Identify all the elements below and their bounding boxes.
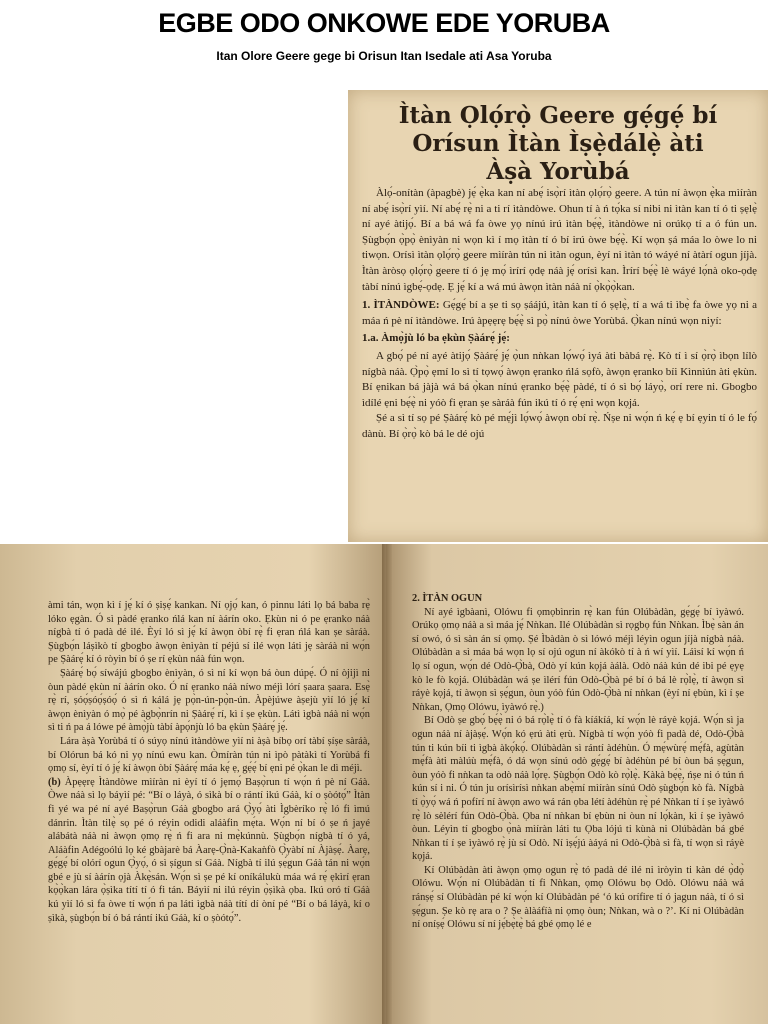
paragraph-b: Ṣé a sì tí sọ pé Ṣàárẹ́ kò pé mẹ́jì lọ́wọ́ àwọn obí rẹ̀. Ńṣe ni wọ́n ń kẹ́ ẹ bí ẹyin tí ó le fọ́ dànù. Bí ọ̀rọ̀ kò bá le dé ojú — [362, 412, 757, 440]
subsection-1a-label: 1.a. Àmọ̀jù ló ba ẹkùn Ṣàárẹ́ jẹ́: — [362, 332, 510, 345]
book-title-line-2: Orísun Ìtàn Ìṣẹ̀dálẹ̀ àti — [412, 130, 704, 157]
document-title: EGBE ODO ONKOWE EDE YORUBA — [158, 8, 610, 38]
book-page-body — [362, 186, 757, 443]
item-b-label: (b) — [48, 776, 61, 788]
section-1-heading — [362, 298, 757, 329]
book-page-right — [386, 544, 768, 1024]
book-gutter-shadow — [382, 544, 392, 1024]
blank-area — [0, 70, 346, 542]
left-paragraph-4 — [48, 776, 370, 926]
right-page-body — [412, 592, 744, 932]
book-title-line-1: Ìtàn Ọlọ́rọ̀ Geere gẹ́gẹ́ bí — [398, 102, 718, 129]
book-chapter-title — [348, 102, 768, 186]
book-page-left — [0, 544, 386, 1024]
paragraph-a: A gbọ́ pé ní ayé àtijọ́ Ṣàárẹ́ jẹ́ ọ̀un nǹkan lọ́wọ́ ìyá àti bàbá rẹ̀. Kò tí ì sí ọ̀rọ̀ ìbọn lílò nígbà náà. Ọ̀pọ̀ ẹmí lo sì tí tọwọ́ àwọn ẹranko ńlá sọfò, àwọn ẹranko bíi Kìnnìún àti ẹkùn. Bí ẹnikan bá jàjà wá bá ọ̀kan nínú ẹranko bẹ́ẹ̀ pàdé, tí ó sì bọ́ láyọ̀, orí rere ni. Gbogbo ìdílé ẹni bẹ́ẹ̀ ni yóò fi ẹran ṣe sàráà fún ikú tí ó rẹ́ ẹni wọn kọjá. — [362, 349, 757, 409]
right-paragraph-1: Ní ayé ìgbàanì, Olówu fi ọmọbìnrin rẹ̀ kan fún Olúbàdàn, gẹ́gẹ́ bí ìyàwó. Orúkọ ọmọ náà a sì máa jẹ́ Nǹkan. Ilé Olúbàdàn sì rọgbọ fún Nǹkan. Ìbẹ̀ sàn án sí owó, ó sì sàn án sí ọmọ. Ṣé Ìbàdàn ò sì lówó méjì léyìn ogun jíjà nígbà náà. Olúbàdàn a sì máa bá wọn lọ sí ojú ogun ní àkókò tí à ń wí yìí. Láìsí kí wọ́n ń lọ sí ogun, wọ́n dé Odò-Ọ̀bà, Odò yí kún kọjá àálà. Odò náà kún dé ibi pé ẹyẹ kò le fò kọjá. Olúbàdàn wá ṣe ìlérí fún Odò-Ọ̀bà pé bí ó bá lè rọ̀lẹ̀, tí àwọn sì ráyè kọjá, tí àwọn sì ṣẹ́gun, òun yóò fún Odò-Ọ̀bà ní nǹkan (èyí ní ẹbùn, kì í ṣe Nǹkan, Ọmọ Olówu, ìyàwó rẹ̀.) — [412, 606, 744, 713]
section-1-title: 1. ÌTÀNDÒWE: — [362, 299, 440, 312]
right-paragraph-3: Kí Olúbàdàn àti àwọn ọmọ ogun rẹ̀ tó padà dé ilé ni ìròyìn ti kàn dé ọ̀dọ̀ Olówu. Wọ́n ní Olúbàdàn tí fi Nǹkan, ọmọ Olówu bọ Odò. Olówu náà wá ránṣẹ́ sí Olúbàdàn pé kí wọ́n kí Olúbàdàn pé ‘ó kú orífire tí ó jagun náà, tí ó sì ṣẹ́gun. Ṣe kò rẹ ara o ? Ṣe àlàáfíà ni ọmọ òun; Nǹkan, wà o ?’. Kí ni Olúbàdàn ní oníṣẹ́ Olówu sí ní jẹ́bẹ̀tẹ̀ bá gbé ọmọ lé e — [412, 864, 744, 931]
intro-paragraph: Àlọ́-onítàn (àpagbè) jẹ́ ẹ̀ka kan ní abẹ́ isọ̀rí ìtàn ọlọ́rọ̀ geere. A tún ní àwọn ẹ̀ka mìíràn ní abẹ́ isọ̀rí yìí. Ní abẹ́ rẹ̀ ni a ti rí ìtàndòwe. Ohun tí à ń tọ́ka sí nibi ni ìtàn kan tí ó ti ṣẹlẹ̀ ní ayé àtijọ́. Bí a bá wá fa òwe yọ nínú irú ìtàn bẹ́ẹ̀, ìtàndòwe ni orúkọ tí a ó fún un. Ṣùgbọ́n ọ̀pọ̀ ènìyàn ni wọn kì í mọ ìtàn tí ó bí irú òwe bẹ́ẹ̀. Kí wọn ṣá máa lo òwe lo ni tiwọn. Orísì ìtàn ọlọ́rọ̀ geere mìíràn tún ni ìtàn ogun, èyí ni ìtàn tó wáyé ní àtàrí ogun jíjà. Ìtàn àròsọ ọlọ́rọ̀ geere tí ó jẹ mọ́ ìrírí ọdẹ náà jẹ́ orísì kan. Ìrírí bẹ́ẹ̀ lè wáyé lọ́nà oko-ọdẹ tàbí nínú ìgbẹ́-ọdẹ. Ẹ jẹ́ kí a wá mú àwọn ìtàn náà ní ọ̀kọ̀ọ̀kan. — [362, 187, 757, 293]
left-page-body — [48, 599, 370, 925]
left-paragraph-4-text: Àpẹẹrẹ Ìtàndòwe mìíràn ni èyí tí ó jẹmọ́ Baṣọ̀run tí wọ́n ń pè ní Gáà. Òwe náà sì lọ báyìí pé: “Bí o láyà, ó sìkà bí o rántí ikú Gáà, kí o ṣòótọ́” Ìtàn fi yé wa pé ní ayé Baṣọ̀run Gáà gbogbo ará Ọ̀yọ́ àti Ìgbèríko rẹ̀ ló fi ìmú dánrin. Ìtàn tilẹ̀ sọ pé ó réyin odidi aláàfin mẹ́ta. Wọ́n ní bí ó ṣe ń jayé alábátà náà ni àwọn ọmọ rẹ̀ ń fi ara ni mẹ̀kúnnù. Ṣùgbọ́n nígbà tí ó yá, Aláàfin Adégoólú lọ ké gbàjarè bá Àarẹ-Ọ̀nà-Kakaǹfò Ọ̀yàbí ní Àjàṣẹ́. Àarẹ, gẹ́gẹ́ bí olórí ogun Ọ̀yọ́, ó sì ṣígun sí Gáà. Nígbà tí ilú ṣẹ́gun Gáà tán ni wọ́n gbé e jù sí àárín ọjà Àkẹ̀sán. Wọ́n sì ṣe pé kí oníkálukù máa wá rẹ́ ẹkìrí ẹran kọ̀ọ̀kan lára ọ̀ṣìka títí tí ó fi tán. Báyìí ni ilú réyin ọ̀ṣìkà ọba. Ikú oró tí Gáà kú yìí ló sì fa òwe tí wọ́n ń pa láti ìgbà náà títí dí òní pé “Bí o bá láyà, kí o ṣìkà, ṣùgbọ́n bí ó bá rántí ikú Gáà, kí o ṣòótọ́”. — [48, 776, 370, 924]
section-1-text: Gẹ́gẹ́ bí a ṣe ti sọ ṣáájú, ìtàn kan tí ó ṣẹlẹ̀, tí a wá ti ìbẹ̀ fa òwe yọ ni a máa ń pè ní ìtàndòwe. Irú àpẹẹrẹ bẹ́ẹ̀ sì pọ̀ nínú òwe Yorùbá. Ọ̀kan nínú wọn niyí: — [362, 299, 758, 327]
left-paragraph-3: Lára àṣà Yorùbá tí ó súyọ nínú ìtàndòwe yìí ni àṣà bíbọ orí tàbí ṣíṣe sàráà, bí Olórun bá kó ni yọ nínú ewu kan. Òmíràn tún ni ìpò pàtàkì tí Yorùbá fi ọmọ sí, èyí tí ó jẹ́ kí àwọn òbí Ṣàárẹ́ máa kẹ́ ẹ, gẹ́ẹ́ bí ẹni pé ọ̀kan le dì méjì. — [48, 735, 370, 775]
document-subtitle: Itan Olore Geere gege bi Orisun Itan Isedale ati Asa Yoruba — [216, 49, 552, 63]
chapter-2-heading: 2. ÌTÀN OGUN — [412, 593, 483, 604]
book-title-line-3: Àṣà Yorùbá — [486, 158, 630, 185]
book-spread-scan — [0, 544, 768, 1024]
right-paragraph-2: Bí Odò ṣe gbọ́ bẹ́ẹ̀ ni ó bá rọ̀lẹ̀ tí ó fà kíákíá, kí wọ́n lè ráyè kọjá. Wọ́n sì ja ogun náà ní àjàṣẹ́. Wọ́n kó ẹrú àti ẹrù. Nígbà tí wọ́n yóò fi padà dé, Odò-Ọ̀bà tún ti kún bíi ti ìgbà àkọ́kọ́. Olúbàdàn sì rántí àdéhùn. Ó mẹ́wùrẹ́ mẹ́fà, agùtàn mẹ́fà àti màlúù mẹ́fà, ó dá wọn sínú odò gẹ́gẹ́ bí àdéhùn pé bí òun bá ṣẹ́gun, òun yóò fi nǹkan ta odò náà lọ́rẹ. Ṣùgbọ́n Odò kò rọ̀lẹ̀. Kàkà bẹ́ẹ̀, ńṣe ni ó tún ń kún sí i ni. Ó tún ju orísìrísì nǹkan abẹ̀mí mìíràn sínú Odò ṣùgbọ́n kò fà. Nígbà tí ọ̀yọ́ wá ń pofírí ní àwọn awo wá rán ọba létí àdéhùn rẹ̀ pé Nǹkan tí í ṣe ìyàwó rẹ̀ lò sèlérí fún Odò-Ọ̀bà. Ọba ní nǹkan bí ẹbùn ni òun ní lọ́kàn, kì í ṣe ìyàwó òun. Léyìn tí gbogbo ọ̀nà mìíràn láti tu Ọba lójú ti kùnà ni Olúbàdàn bá gbé Nǹkan tí í ṣe ìyàwó rẹ̀ jù sí Odò. Ní ìṣẹ́jú àáyá ni Odò-Ọ̀bà sì fà, tí wọn sì ráyè kọjá. — [412, 715, 744, 863]
book-page-scan-top — [348, 90, 768, 542]
left-paragraph-2: Ṣàárẹ́ bọ́ síwájú gbogbo ènìyàn, ó sì ní kí wọn bá òun dúpẹ́. Ó ní òjijì ni òun pàdé ẹkùn ní àárín oko. Ó ní ẹranko náà níwo méjì lórí ṣaara ṣaara. Esẹ̀ rẹ̀ rí, ṣóọ́ṣóọ́ṣóọ́ ó sì ń kálá jẹ pọ̀n-ún-pọ̀n-ún. Àpèjúwe àṣejù yìí ló jẹ́ kí àwọn ènìyàn ó mọ̀ pé àgbọ̀nrín ni Ṣàárẹ́ rí, kì í ṣe ẹkùn. Látì ìgbà náà ni wọ́n sì ti ń pa á lówe pé àmọ̀jù tàbí àpọ́njù ló ba ẹkùn Ṣàárẹ́ jẹ́. — [48, 667, 370, 734]
left-paragraph-1: àmi tán, wọn kì í jẹ́ kí ó ṣiṣẹ́ kankan. Ní ọjọ́ kan, ó pinnu láti lọ bá baba rẹ̀ lóko ẹgàn. Ó sì pàdé ẹranko ńlá kan ní àárín oko. Ẹkùn ni ó pe ẹranko náà nígbà tí ó padà dé ilé. Èyí ló sì jẹ́ kí àwọn òbí rẹ̀ fi ẹran ńlá kan ṣe sàráà. Ṣùgbọ́n láṣìkò tí gbogbo àwọn ènìyàn tí péjú sí ilé wọn láti jẹ sàráà ni wọ́n pe Ṣàárẹ́ kí ó ròyìn bí ó ṣe rí ẹkùn náà fún wọn. — [48, 600, 370, 666]
